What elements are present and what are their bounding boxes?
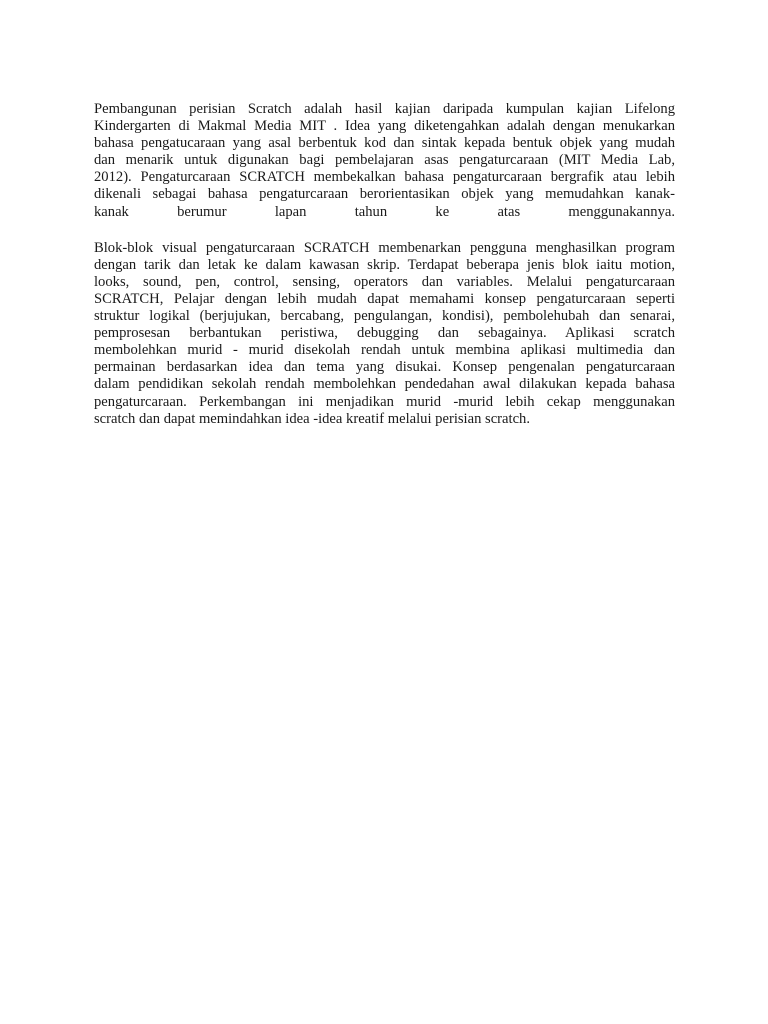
paragraph-line: Kindergarten di Makmal Media MIT . Idea yang diketengahkan adalah dengan menukarkan (94, 118, 675, 135)
document-body (94, 101, 675, 428)
paragraph-line: bahasa pengatucaraan yang asal berbentuk kod dan sintak kepada bentuk objek yang mudah (94, 135, 675, 152)
paragraph-spacer (94, 221, 675, 240)
paragraph-line: pemprosesan berbantukan peristiwa, debugging dan sebagainya. Aplikasi scratch (94, 325, 675, 342)
paragraph-line: permainan berdasarkan idea dan tema yang disukai. Konsep pengenalan pengaturcaraan (94, 359, 675, 376)
paragraph-1 (94, 101, 675, 221)
paragraph-line: scratch dan dapat memindahkan idea -idea kreatif melalui perisian scratch. (94, 410, 530, 427)
paragraph-2 (94, 240, 675, 428)
paragraph-line: 2012). Pengaturcaraan SCRATCH membekalkan bahasa pengaturcaraan bergrafik atau lebih (94, 169, 675, 186)
paragraph-line: dalam pendidikan sekolah rendah membolehkan pendedahan awal dilakukan kepada bahasa (94, 376, 675, 393)
paragraph-line: dengan tarik dan letak ke dalam kawasan skrip. Terdapat beberapa jenis blok iaitu motion, (94, 256, 675, 273)
paragraph-line: kanak berumur lapan tahun ke atas menggunakannya. (94, 203, 675, 220)
paragraph-line: membolehkan murid - murid disekolah rendah untuk membina aplikasi multimedia dan (94, 342, 675, 359)
paragraph-line: dan menarik untuk digunakan bagi pembelajaran asas pengaturcaraan (MIT Media Lab, (94, 152, 675, 169)
paragraph-line: looks, sound, pen, control, sensing, operators dan variables. Melalui pengaturcaraan (94, 273, 675, 290)
paragraph-line: SCRATCH, Pelajar dengan lebih mudah dapat memahami konsep pengaturcaraan seperti (94, 290, 675, 307)
paragraph-line: struktur logikal (berjujukan, bercabang, pengulangan, kondisi), pembolehubah dan senarai, (94, 308, 675, 325)
paragraph-line: Pembangunan perisian Scratch adalah hasil kajian daripada kumpulan kajian Lifelong (94, 101, 675, 117)
paragraph-line: pengaturcaraan. Perkembangan ini menjadikan murid -murid lebih cekap menggunakan (94, 393, 675, 410)
paragraph-line: dikenali sebagai bahasa pengaturcaraan berorientasikan objek yang memudahkan kanak- (94, 186, 675, 203)
paragraph-line: Blok-blok visual pengaturcaraan SCRATCH membenarkan pengguna menghasilkan program (94, 239, 675, 256)
